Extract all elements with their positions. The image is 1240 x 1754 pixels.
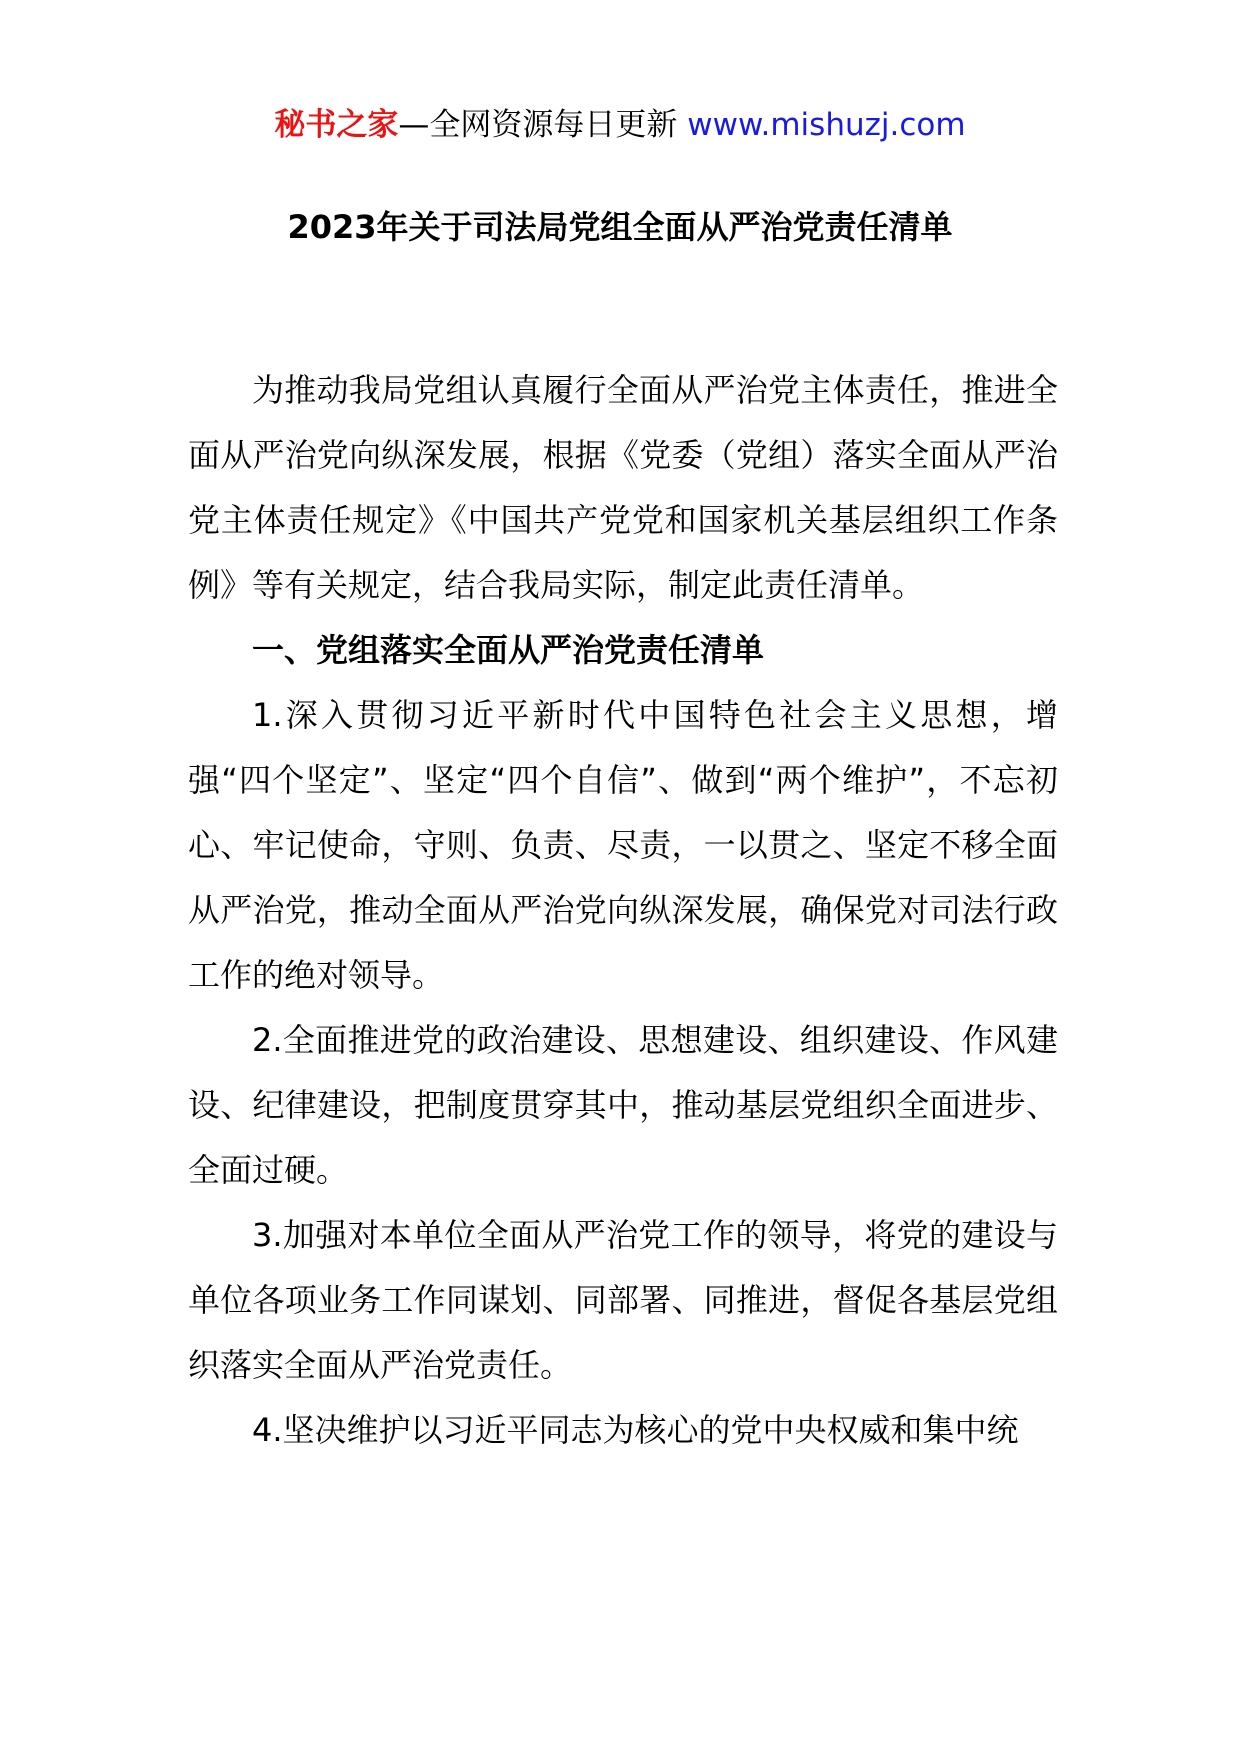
list-item-paragraph: 2.全面推进党的政治建设、思想建设、组织建设、作风建设、纪律建设，把制度贯穿其中，推动基层党组织全面进步、全面过硬。 [188,1021,1058,1189]
list-item-paragraph: 1.深入贯彻习近平新时代中国特色社会主义思想，增强“四个坚定”、坚定“四个自信”、做到“两个维护”，不忘初心、牢记使命，守则、负责、尽责，一以贯之、坚定不移全面从严治党，推动全面从严治党向纵深发展，确保党对司法行政工作的绝对领导。 [188,696,1058,994]
intro-paragraph: 为推动我局党组认真履行全面从严治党主体责任，推进全面从严治党向纵深发展，根据《党委（党组）落实全面从严治党主体责任规定》《中国共产党党和国家机关基层组织工作条例》等有关规定，结合我局实际，制定此责任清单。 [188,371,1058,604]
site-header [0,98,1240,152]
site-tagline: —全网资源每日更新 [398,107,688,143]
document-body [188,358,1058,1463]
site-brand: 秘书之家 [274,107,399,143]
list-item-paragraph: 4.坚决维护以习近平同志为核心的党中央权威和集中统 [252,1411,1019,1449]
document-title: 2023年关于司法局党组全面从严治党责任清单 [287,208,953,246]
site-url-link[interactable]: www.mishuzj.com [687,107,966,143]
list-item-paragraph: 3.加强对本单位全面从严治党工作的领导，将党的建设与单位各项业务工作同谋划、同部署、同推进，督促各基层党组织落实全面从严治党责任。 [188,1216,1058,1384]
section-heading: 一、党组落实全面从严治党责任清单 [252,631,765,669]
